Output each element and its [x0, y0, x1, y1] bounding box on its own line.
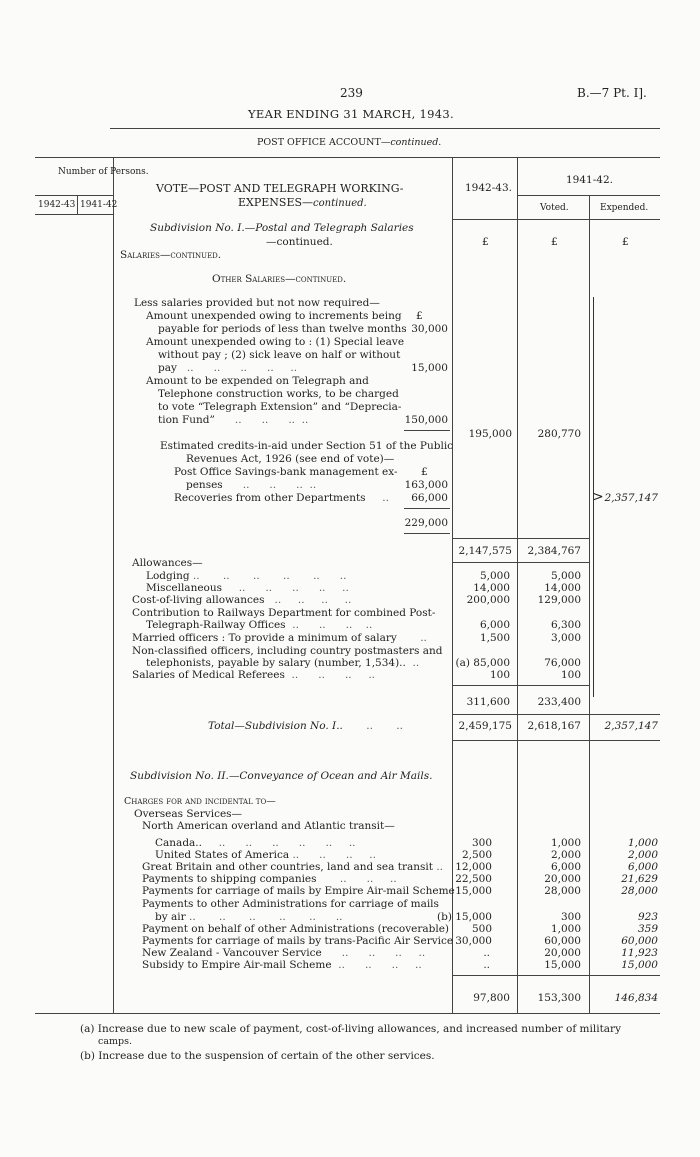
less-item-2b: without pay ; (2) sick leave on half or without	[158, 349, 401, 361]
sub2-row-label: Payments for carriage of mails by trans-Pacific Air Service	[142, 935, 454, 947]
allowance-row-1942-43: 5,000	[479, 570, 510, 582]
contribution-label: Contribution to Railways Department for combined Post-	[132, 607, 436, 619]
allowance-row-1941-42: 14,000	[544, 582, 581, 594]
less-item-2c: pay .. .. .. .. ..	[158, 362, 298, 374]
sub2-row-expended: 15,000	[621, 959, 658, 971]
other-admin-1942-43: (b) 15,000	[437, 911, 492, 923]
medical-referees-1941-42: 100	[560, 669, 581, 681]
charges-heading: Charges for and incidental to—	[124, 796, 276, 807]
credits-in-aid-label: Estimated credits-in-aid under Section 51 of the Public	[160, 440, 454, 452]
sub2-row-1941-42: 28,000	[544, 885, 581, 897]
less-item-1b: payable for periods of less than twelve months	[158, 323, 407, 335]
number-of-persons-head: Number of Persons.	[58, 167, 149, 177]
allowances-label: Allowances—	[132, 557, 203, 569]
contribution-1942-43: 6,000	[479, 619, 510, 631]
col-head-1942-43: 1942-43.	[465, 182, 512, 194]
non-classified-1942-43: (a) 85,000	[455, 657, 510, 669]
subdivision-2-title: Subdivision No. II.—Conveyance of Ocean and Air Mails.	[130, 770, 433, 782]
sub2-row-expended: 11,923	[621, 947, 658, 959]
sub2-row-expended: 2,000	[627, 849, 658, 861]
sub2-row-1941-42: 2,000	[550, 849, 581, 861]
subdivision-1-title-cont: —continued.	[266, 236, 333, 248]
table-vline	[517, 157, 518, 1013]
year-1941-42-persons: 1941-42	[80, 200, 118, 210]
sub2-row-1942-43: ..	[483, 959, 490, 971]
contribution-1941-42: 6,300	[550, 619, 581, 631]
subdivision-1-total-1941-42: 2,618,167	[527, 720, 581, 732]
allowance-row-1941-42: 5,000	[550, 570, 581, 582]
allowance-row-1942-43: 200,000	[466, 594, 510, 606]
allowance-row-label: Miscellaneous .. .. .. .. ..	[146, 582, 349, 594]
married-officers-label: Married officers : To provide a minimum of salary ..	[132, 632, 427, 644]
footnote-a: (a) Increase due to new scale of payment, cost-of-living allowances, and increased number of military	[80, 1023, 622, 1035]
less-item-1a: Amount unexpended owing to increments being	[146, 310, 402, 322]
allowance-row-1942-43: 14,000	[473, 582, 510, 594]
north-american-heading: North American overland and Atlantic transit—	[142, 820, 395, 832]
contribution-label-cont: Telegraph-Railway Offices .. .. .. ..	[146, 619, 373, 631]
credit-item-1a: Post Office Savings-bank management ex-	[174, 466, 398, 478]
salaries-continued: Salaries—continued.	[120, 249, 222, 261]
other-admin-1941-42: 300	[560, 911, 581, 923]
subdivision-2-total-1942-43: 97,800	[473, 992, 510, 1004]
less-item-3-value: 150,000	[404, 414, 448, 426]
subdivision-2-total-expended: 146,834	[614, 992, 658, 1004]
sub2-row-label: Canada.. .. .. .. .. .. ..	[155, 837, 356, 849]
sub2-row-label: Payment on behalf of other Administrations (recoverable)	[142, 923, 450, 935]
table-vline	[77, 196, 78, 214]
less-item-3b: Telephone construction works, to be charged	[158, 388, 399, 400]
sub2-row-1941-42: 60,000	[544, 935, 581, 947]
allowance-row-label: Lodging .. .. .. .. .. ..	[146, 570, 347, 582]
sub2-row-1942-43: 30,000	[455, 935, 492, 947]
sum-rule	[404, 430, 450, 431]
sub2-row-label: Subsidy to Empire Air-mail Scheme .. .. .. ..	[142, 959, 422, 971]
less-item-1-value: 30,000	[411, 323, 448, 335]
less-item-3d: tion Fund” .. .. .. ..	[158, 414, 309, 426]
table-bottom-rule	[35, 1013, 660, 1014]
allowance-row-1941-42: 129,000	[537, 594, 581, 606]
allowance-row-label: Cost-of-living allowances .. .. .. ..	[132, 594, 352, 606]
sub2-row-1941-42: 20,000	[544, 947, 581, 959]
other-salaries-heading: Other Salaries—continued.	[212, 273, 347, 285]
document-reference: B.—7 Pt. I].	[577, 86, 647, 100]
col-head-voted: Voted.	[540, 203, 569, 213]
subtotal-1942-43: 2,147,575	[458, 545, 512, 557]
sub2-row-expended: 359	[637, 923, 658, 935]
table-top-rule	[35, 157, 660, 158]
married-officers-1941-42: 3,000	[550, 632, 581, 644]
credit-item-1b: penses .. .. .. ..	[186, 479, 317, 491]
col-head-expended: Expended.	[600, 203, 649, 213]
medical-referees-label: Salaries of Medical Referees .. .. .. ..	[132, 669, 375, 681]
sub2-row-label: Payments to shipping companies .. .. ..	[142, 873, 397, 885]
pound-sign: £	[482, 236, 489, 248]
non-classified-label-cont: telephonists, payable by salary (number, 1,534).. ..	[146, 657, 420, 669]
sub2-row-1942-43: ..	[483, 947, 490, 959]
pound-sign: £	[622, 236, 629, 248]
sub2-row-label: United States of America .. .. .. ..	[155, 849, 376, 861]
sub2-row-1942-43: 500	[471, 923, 492, 935]
table-vline	[113, 157, 114, 1013]
year-1942-43-persons: 1942-43	[38, 200, 76, 210]
footnote-a-cont: camps.	[98, 1036, 132, 1047]
table-vline	[589, 195, 590, 1013]
sub2-row-1941-42: 20,000	[544, 873, 581, 885]
less-item-3c: to vote “Telegraph Extension” and “Deprecia-	[158, 401, 402, 413]
subdivision-1-total-1942-43: 2,459,175	[458, 720, 512, 732]
table-rule	[452, 219, 660, 220]
pound-sign: £	[551, 236, 558, 248]
sub2-row-expended: 60,000	[621, 935, 658, 947]
sub2-row-expended: 1,000	[627, 837, 658, 849]
sum-rule	[404, 533, 450, 534]
sub2-row-expended: 6,000	[627, 861, 658, 873]
sub2-row-1941-42: 6,000	[550, 861, 581, 873]
medical-referees-1942-43: 100	[489, 669, 510, 681]
pound-sign: £	[416, 310, 423, 322]
subdivision-1-title: Subdivision No. I.—Postal and Telegraph Salaries	[150, 222, 414, 234]
non-classified-1941-42: 76,000	[544, 657, 581, 669]
year-title: YEAR ENDING 31 MARCH, 1943.	[248, 107, 454, 121]
less-item-2-value: 15,000	[411, 362, 448, 374]
sub2-row-label: Great Britain and other countries, land and sea transit ..	[142, 861, 443, 873]
group-total-1942-43: 311,600	[466, 696, 510, 708]
credit-item-2-value: 66,000	[411, 492, 448, 504]
table-rule	[517, 195, 660, 196]
table-rule	[452, 538, 589, 539]
footnote-b: (b) Increase due to the suspension of certain of the other services.	[80, 1050, 435, 1062]
sub2-row-1941-42: 15,000	[544, 959, 581, 971]
col-head-1941-42: 1941-42.	[566, 174, 613, 186]
other-admin-label: Payments to other Administrations for carriage of mails	[142, 898, 439, 910]
non-classified-label: Non-classified officers, including country postmasters and	[132, 645, 443, 657]
vote-title: VOTE—POST AND TELEGRAPH WORKING-	[156, 182, 404, 195]
subdivision-1-total-expended: 2,357,147	[604, 720, 658, 732]
header-rule	[110, 128, 660, 129]
sum-rule	[404, 508, 450, 509]
credit-item-2: Recoveries from other Departments ..	[174, 492, 389, 504]
brace-expended-total: 2,357,147	[604, 492, 658, 504]
sub2-row-1941-42: 1,000	[550, 923, 581, 935]
overseas-services-heading: Overseas Services—	[134, 808, 243, 820]
other-admin-label-cont: by air .. .. .. .. .. ..	[155, 911, 343, 923]
sub2-row-1942-43: 300	[471, 837, 492, 849]
table-rule	[452, 685, 589, 686]
subdivision-1-total-label: Total—Subdivision No. I.. .. ..	[208, 720, 403, 732]
less-salaries-label: Less salaries provided but not now required—	[134, 297, 380, 309]
sub2-row-1941-42: 1,000	[550, 837, 581, 849]
sub2-row-1942-43: 12,000	[455, 861, 492, 873]
sub2-row-label: New Zealand - Vancouver Service .. .. .. ..	[142, 947, 426, 959]
group-total-1941-42: 233,400	[537, 696, 581, 708]
page-number: 239	[340, 86, 363, 100]
other-admin-expended: 923	[637, 911, 658, 923]
less-total-1942-43: 195,000	[468, 428, 512, 440]
less-item-3a: Amount to be expended on Telegraph and	[146, 375, 369, 387]
credit-item-1-value: 163,000	[404, 479, 448, 491]
brace-point: >	[592, 489, 604, 505]
married-officers-1942-43: 1,500	[479, 632, 510, 644]
pound-sign: £	[421, 466, 428, 478]
subtotal-1941-42: 2,384,767	[527, 545, 581, 557]
less-total-1941-42: 280,770	[537, 428, 581, 440]
table-rule	[35, 195, 113, 196]
table-rule	[452, 562, 589, 563]
sub2-row-1942-43: 22,500	[455, 873, 492, 885]
sub2-row-expended: 21,629	[621, 873, 658, 885]
table-rule	[452, 740, 660, 741]
sub2-row-label: Payments for carriage of mails by Empire Air-mail Scheme	[142, 885, 455, 897]
subdivision-2-total-1941-42: 153,300	[537, 992, 581, 1004]
sub2-row-1942-43: 15,000	[455, 885, 492, 897]
table-rule	[35, 214, 113, 215]
vote-title-cont: EXPENSES—continued.	[238, 196, 367, 209]
sub2-row-1942-43: 2,500	[461, 849, 492, 861]
table-rule	[452, 975, 660, 976]
credits-total: 229,000	[404, 517, 448, 529]
account-title: POST OFFICE ACCOUNT—continued.	[257, 137, 442, 148]
less-item-2a: Amount unexpended owing to : (1) Special leave	[146, 336, 405, 348]
sub2-row-expended: 28,000	[621, 885, 658, 897]
credits-in-aid-label-cont: Revenues Act, 1926 (see end of vote)—	[186, 453, 395, 465]
table-rule	[452, 714, 660, 715]
